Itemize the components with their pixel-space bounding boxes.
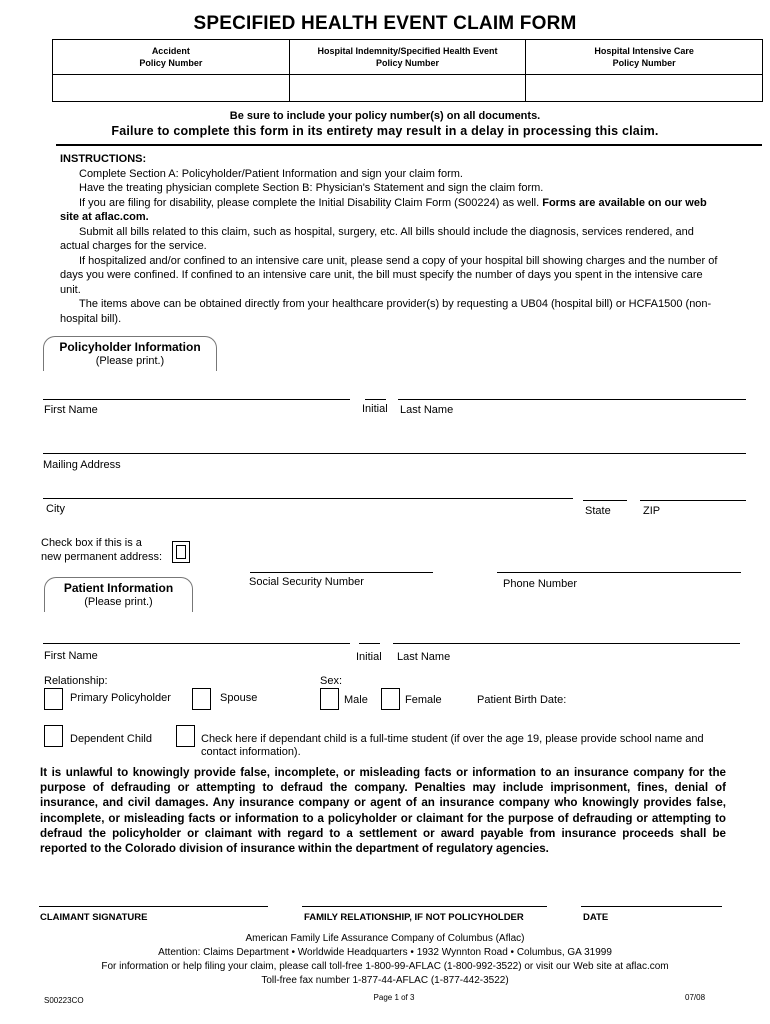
- male-checkbox[interactable]: [320, 688, 339, 710]
- patient-initial-field[interactable]: [359, 643, 380, 644]
- spouse-checkbox[interactable]: [192, 688, 211, 710]
- hospital-indemnity-policy-number-field[interactable]: [289, 75, 526, 102]
- patient-last-name-field[interactable]: [393, 643, 740, 644]
- initial-label: Initial: [362, 403, 388, 415]
- fraud-warning: It is unlawful to knowingly provide false, incomplete, or misleading facts or information to an insurance company for the purpose of defrauding or attempting to defraud the company. Penalties may include imprisonment, fines, denial of insurance, and civil damages. Any insurance company or agent of an insurance company who knowingly provides false, incomplete, or misleading facts or information to a policyholder or claimant for the purpose of defrauding or attempting to defraud the policyholder or claimant with regard to a settlement or award payable from insurance proceeds shall be reported to the Colorado division of insurance within the department of regulatory agencies.: [40, 766, 726, 856]
- divider: [56, 144, 762, 146]
- mailing-address-label: Mailing Address: [43, 459, 121, 471]
- phone-field[interactable]: [497, 572, 741, 573]
- mailing-address-field[interactable]: [43, 453, 746, 454]
- student-note-line2: contact information).: [201, 746, 301, 758]
- full-time-student-checkbox[interactable]: [176, 725, 195, 747]
- city-field[interactable]: [43, 498, 573, 499]
- family-relationship-field[interactable]: [302, 906, 547, 907]
- city-label: City: [46, 503, 65, 515]
- accident-policy-header: Accident Policy Number: [53, 40, 290, 75]
- form-code: S00223CO: [44, 996, 84, 1005]
- patient-initial-label: Initial: [356, 651, 382, 663]
- patient-last-name-label: Last Name: [397, 651, 451, 663]
- policy-number-reminder: Be sure to include your policy number(s) on all documents.: [229, 110, 541, 122]
- company-name: American Family Life Assurance Company of Columbus (Aflac): [245, 933, 525, 944]
- female-label: Female: [405, 694, 442, 706]
- spouse-label: Spouse: [220, 692, 258, 704]
- new-address-label-line2: new permanent address:: [41, 551, 163, 563]
- dependent-child-label: Dependent Child: [70, 733, 152, 745]
- claimant-signature-field[interactable]: [39, 906, 268, 907]
- page-number: Page 1 of 3: [373, 993, 415, 1002]
- patient-first-name-field[interactable]: [43, 643, 350, 644]
- male-label: Male: [344, 694, 368, 706]
- zip-field[interactable]: [640, 500, 746, 501]
- accident-policy-number-field[interactable]: [53, 75, 290, 102]
- instructions-heading: INSTRUCTIONS:: [60, 153, 147, 165]
- ssn-label: Social Security Number: [249, 576, 364, 588]
- primary-policyholder-label: Primary Policyholder: [70, 692, 171, 704]
- date-field[interactable]: [581, 906, 722, 907]
- date-label: DATE: [583, 912, 609, 923]
- policyholder-initial-field[interactable]: [365, 399, 386, 400]
- state-label: State: [585, 505, 611, 517]
- family-relationship-label: FAMILY RELATIONSHIP, IF NOT POLICYHOLDER: [304, 912, 524, 923]
- intensive-care-policy-number-field[interactable]: [526, 75, 763, 102]
- state-field[interactable]: [583, 500, 627, 501]
- new-address-label-line1: Check box if this is a: [41, 537, 142, 549]
- company-address: Attention: Claims Department • Worldwide Headquarters • 1932 Wynnton Road • Columbus, GA 31999: [158, 947, 612, 958]
- claimant-signature-label: CLAIMANT SIGNATURE: [40, 912, 148, 923]
- form-title: SPECIFIED HEALTH EVENT CLAIM FORM: [193, 13, 577, 34]
- relationship-label: Relationship:: [44, 675, 108, 687]
- sex-label: Sex:: [320, 675, 343, 687]
- patient-first-name-label: First Name: [44, 650, 98, 662]
- instructions-block: INSTRUCTIONS: Complete Section A: Policyholder/Patient Information and sign your claim form. Have the treating physician complete Section B: Physician's Statement and sign the claim form. If you are filing for disability, please complete the Initial Disability Claim Form (S00224) as well. Forms are available on our web site at aflac.com. Submit all bills related to this claim, such as hospital, surgery, etc. All bills should include the diagnosis, services rendered, and actual charges for the service. If hospitalized and/or confined to an intensive care unit, please send a copy of your hospital bill showing charges and the number of days you were confined. If confined to an intensive care unit, the bill must specify the number of days you spent in the intensive care unit. The items above can be obtained directly from your healthcare provider(s) by requesting a UB04 (hospital bill) or HCFA1500 (non-hospital bill).: [60, 152, 720, 326]
- fax-line: Toll-free fax number 1-877-44-AFLAC (1-877-442-3522): [261, 975, 509, 986]
- patient-section-header: Patient Information (Please print.): [44, 577, 193, 612]
- birth-date-label: Patient Birth Date:: [477, 694, 567, 706]
- last-name-label: Last Name: [400, 404, 454, 416]
- intensive-care-policy-header: Hospital Intensive Care Policy Number: [526, 40, 763, 75]
- policyholder-section-header: Policyholder Information (Please print.): [43, 336, 217, 371]
- form-version: 07/08: [685, 993, 706, 1002]
- first-name-label: First Name: [44, 404, 98, 416]
- hospital-indemnity-policy-header: Hospital Indemnity/Specified Health Event Policy Number: [289, 40, 526, 75]
- primary-policyholder-checkbox[interactable]: [44, 688, 63, 710]
- policyholder-last-name-field[interactable]: [398, 399, 746, 400]
- zip-label: ZIP: [643, 505, 661, 517]
- delay-warning: Failure to complete this form in its entirety may result in a delay in processing this claim.: [111, 124, 659, 138]
- policyholder-first-name-field[interactable]: [43, 399, 350, 400]
- new-address-checkbox[interactable]: [172, 541, 190, 563]
- dependent-child-checkbox[interactable]: [44, 725, 63, 747]
- phone-label: Phone Number: [503, 578, 577, 590]
- student-note-line1: Check here if dependant child is a full-time student (if over the age 19, please provide school name and: [201, 733, 704, 745]
- ssn-field[interactable]: [250, 572, 433, 573]
- help-line: For information or help filing your claim, please call toll-free 1-800-99-AFLAC (1-800-992-3522) or visit our Web site at aflac.com: [101, 961, 669, 972]
- policy-number-table: [52, 39, 763, 102]
- female-checkbox[interactable]: [381, 688, 400, 710]
